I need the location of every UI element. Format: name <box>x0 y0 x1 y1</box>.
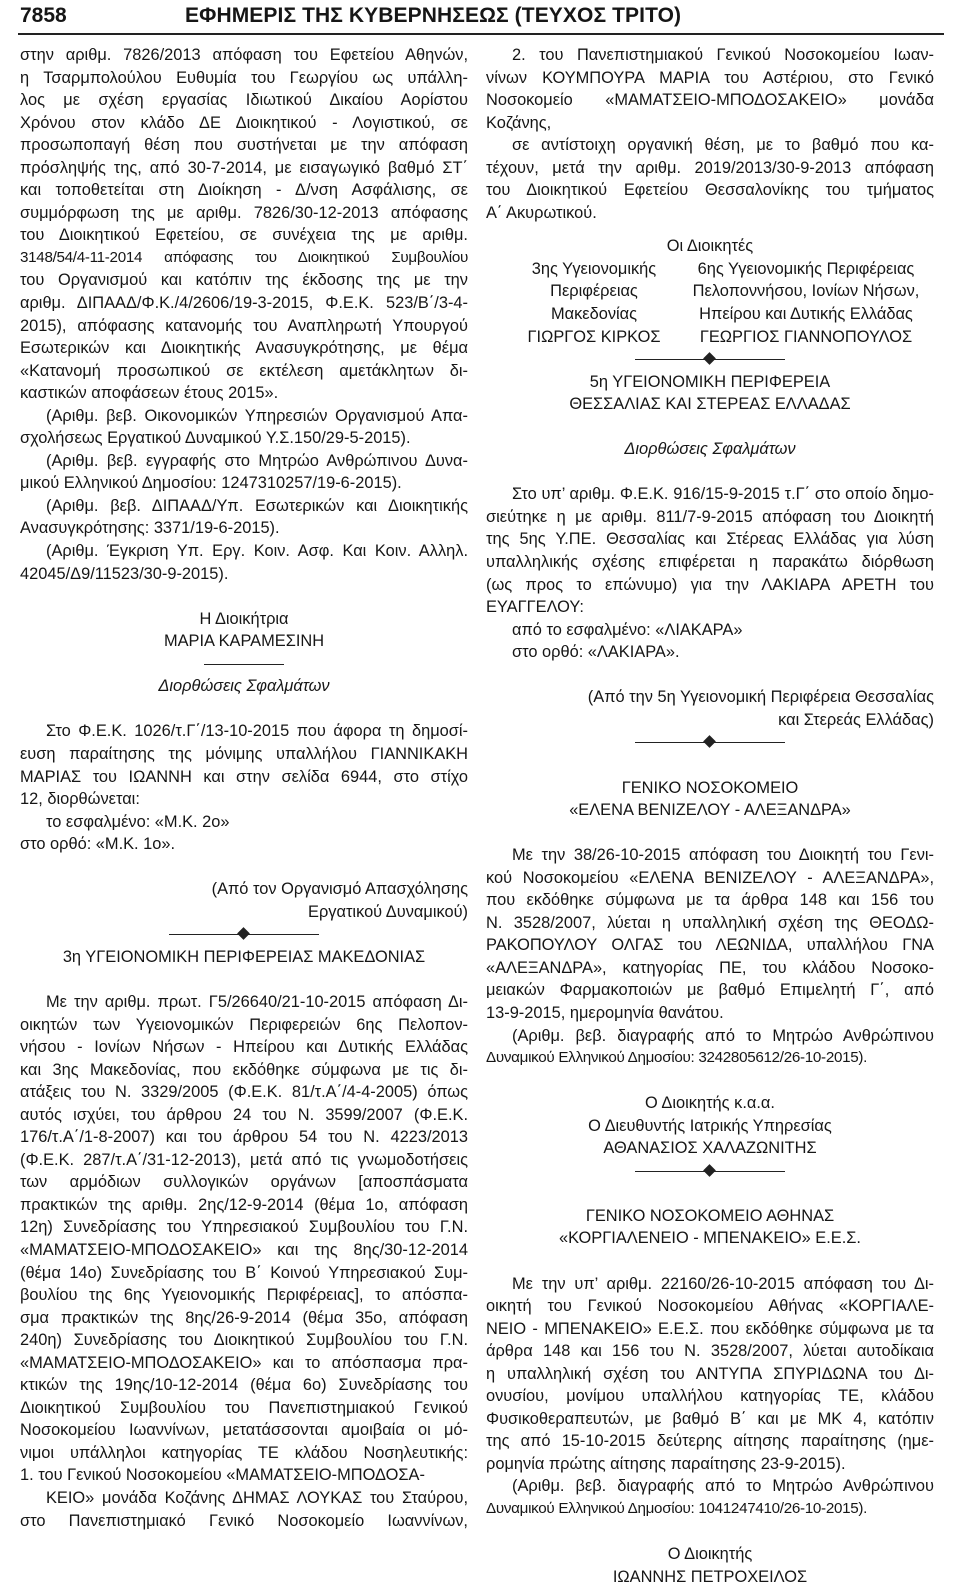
text-line: ρομηνία πρώτης αίτησης παραίτησης 23-9-2015). <box>486 1454 846 1473</box>
text-line: πρόσληψής της, από 30-7-2014, με εισαγωγικό βαθμό ΣΤ΄ <box>20 158 468 177</box>
text-line: τέχουν, μετά την αριθμ. 2019/2013/30-9-2013 απόφαση <box>486 158 934 177</box>
text-line: 13-9-2015, ημερομηνία θανάτου. <box>486 1003 724 1022</box>
text-line: Νοσοκομείο «ΜΑΜΑΤΣΕΙΟ-ΜΠΟΔΟΣΑΚΕΙΟ» μονάδα <box>486 91 934 110</box>
text-line: Χρόνου στον κλάδο ΔΕ Διοικητικού - Λογιστικού, σε <box>20 113 468 132</box>
spacer <box>20 968 468 991</box>
text-line: 42045/Δ9/11523/30-9-2015). <box>20 564 229 583</box>
signature-rule <box>20 653 468 676</box>
text-line: Ν. 3528/2007, λύεται η υπαλληλική σχέση της ΘΕΟΔΩ- <box>486 913 934 932</box>
text-line: Διορθώσεις Σφαλμάτων <box>158 677 330 696</box>
text-line: το εσφαλμένο: «Μ.Κ. 2ο» <box>46 812 230 831</box>
text-line: από το εσφαλμένο: «ΛΙΑΚΑΡΑ» <box>512 620 743 639</box>
text-line: ονυσίου, μονίμου υπαλλήλου κατηγορίας ΤΕ, κλάδου <box>486 1387 934 1406</box>
text-line: 2. του Πανεπιστημιακού Γενικού Νοσοκομείου Ιωαν- <box>512 46 934 64</box>
text-line: Διορθώσεις Σφαλμάτων <box>624 440 796 459</box>
text-line: η υπαλληλική σχέση του ΑΝΤΥΠΑ ΣΠΥΡΙΔΩΝΑ του Δι- <box>486 1364 934 1383</box>
text-line: (Φ.Ε.Κ. 287/τ.Α΄/31-12-2013), μετά από τις γνωμοδοτήσεις <box>20 1150 468 1169</box>
spacer <box>486 1070 934 1093</box>
text-line: σιεύτηκε η με αριθμ. 811/7-9-2015 απόφαση του Διοικητή <box>486 507 934 526</box>
text-line: Διοικητικού Συμβουλίου του Πανεπιστημιακού Γενικού <box>20 1398 468 1417</box>
text-line: (Αριθμ. βεβ. ΔΙΠΑΑΔ/Υπ. Εσωτερικών και Διοικητικής <box>46 496 468 515</box>
text-line: λος με σχέση εργασίας Ιδιωτικού Δικαίου Αορίστου <box>20 91 468 110</box>
text-line: αριθμ. ΔΙΠΑΑΔ/Φ.Κ./4/2606/19-3-2015, Φ.Ε.Κ. 523/Β΄/3-4- <box>20 294 468 313</box>
header-rule <box>18 33 944 35</box>
text-line: σε αντίστοιχη οργανική θέση, με το βαθμό που κα- <box>512 136 934 155</box>
text-line: της από 15-10-2015 δεύτερης αίτησης παραίτησης (ημε- <box>486 1432 934 1451</box>
text-line: της 5ης Υ.ΠΕ. Θεσσαλίας και Στέρεας Ελλάδας για λύση <box>486 530 934 549</box>
text-line: Φυσικοθεραπευτών, με βαθμό Β΄ και με ΜΚ 4, κατόπιν <box>486 1409 934 1428</box>
text-line: ατάξεις του Ν. 3329/2005 (Φ.Ε.Κ. 81/τ.Α΄/4-4-2005) όπως <box>20 1083 468 1102</box>
text-line: 176/τ.Α΄/1-8-2007) και του άρθρου 54 του Ν. 4223/2013 <box>20 1128 468 1147</box>
spacer <box>486 1521 934 1544</box>
gazette-title: ΕΦΗΜΕΡΙΣ ΤΗΣ ΚΥΒΕΡΝΗΣΕΩΣ (ΤΕΥΧΟΣ ΤΡΙΤΟ) <box>185 4 682 27</box>
text-line: 3η ΥΓΕΙΟΝΟΜΙΚΗ ΠΕΡΙΦΕΡΕΙΑΣ ΜΑΚΕΔΟΝΙΑΣ <box>62 947 426 966</box>
spacer <box>20 698 468 721</box>
text-line: «ΕΛΕΝΑ ΒΕΝΙΖΕΛΟΥ - ΑΛΕΞΑΝΔΡΑ» <box>569 801 851 820</box>
text-line: κού Νοσοκομείου «ΕΛΕΝΑ ΒΕΝΙΖΕΛΟΥ - ΑΛΕΞΑΝΔΡΑ», <box>486 868 934 887</box>
text-line: ΚΕΙΟ» μονάδα Κοζάνης ΔΗΜΑΣ ΛΟΥΚΑΣ του Σταύρου, <box>46 1489 468 1507</box>
text-line: στο ορθό: «ΛΑΚΙΑΡΑ». <box>512 643 680 662</box>
text-line: (Αριθμ. Έγκριση Υπ. Εργ. Κοιν. Ασφ. Και Κοιν. Αλληλ. <box>46 542 468 561</box>
signatures-header: Οι Διοικητές <box>666 237 754 256</box>
spacer <box>486 1250 934 1273</box>
text-line: Η Διοικήτρια <box>199 609 289 628</box>
text-line: καστικών αποφάσεων έτους 2015». <box>20 384 279 403</box>
text-line: ΕΥΑΓΓΕΛΟΥ: <box>486 598 584 617</box>
text-line: Στο υπ’ αριθμ. Φ.Ε.Κ. 916/15-9-2015 τ.Γ΄ στο οποίο δημο- <box>512 485 934 504</box>
text-line: νιμοι υπάλληλοι κατηγορίας ΤΕ κλάδου Νοσηλευτικής: <box>20 1443 468 1462</box>
text-line: στο ορθό: «Μ.Κ. 1ο». <box>20 835 176 854</box>
text-line: βουλίου της 6ης Υγειονομικής Περιφέρειας], το απόσπα- <box>20 1286 468 1305</box>
text-line: μειακών Φαρμακοποιών με βαθμό Επιμελητή Γ΄, από <box>486 981 934 1000</box>
text-line: οικητών των Υγειονομικών Περιφερειών 6ης Πελοπον- <box>20 1015 468 1034</box>
signature-right-title-2: Πελοποννήσου, Ιονίων Νήσων, <box>692 282 920 301</box>
text-line: του Διοικητικού Εφετείου, σε συνέχεια της με αριθμ. <box>20 226 468 245</box>
text-line: Με την υπ’ αριθμ. 22160/26-10-2015 απόφαση του Δι- <box>512 1274 934 1293</box>
section-separator <box>486 348 934 371</box>
text-line: συμμόρφωση της με αριθμ. 7826/30-12-2013 απόφασης <box>20 203 468 222</box>
text-line: Ο Διοικητής κ.α.α. <box>645 1094 775 1113</box>
text-line: Με την αριθμ. πρωτ. Γ5/26640/21-10-2015 απόφαση Δι- <box>46 992 468 1011</box>
text-line: ΡΑΚΟΠΟΥΛΟΥ ΟΛΓΑΣ του ΛΕΩΝΙΔΑ, υπαλλήλου ΓΝΑ <box>486 936 934 955</box>
text-line: (Αριθμ. βεβ. διαγραφής από το Μητρώο Ανθρώπινου <box>512 1477 934 1496</box>
right-bottom-text <box>486 371 934 1588</box>
text-line: (Αριθμ. βεβ. διαγραφής από το Μητρώο Ανθρώπινου <box>512 1026 934 1045</box>
text-line: ΜΑΡΙΑΣ του ΙΩΑΝΝΗ και στην σελίδα 6944, στο στίχο <box>20 767 468 786</box>
text-line: του Διοικητικού Εφετείου Θεσσαλονίκης του τμήματος <box>486 181 934 200</box>
text-line: Ο Διοικητής <box>667 1545 753 1564</box>
text-line: «ΜΑΜΑΤΣΕΙΟ-ΜΠΟΔΟΣΑΚΕΙΟ» και το απόσπασμα πρα- <box>20 1353 468 1372</box>
page-number: 7858 <box>20 4 67 27</box>
spacer <box>20 585 468 608</box>
text-line: ΓΕΝΙΚΟ ΝΟΣΟΚΟΜΕΙΟ ΑΘΗΝΑΣ <box>585 1206 835 1225</box>
text-line: 1. του Γενικού Νοσοκομείου «ΜΑΜΑΤΣΕΙΟ-ΜΠΟΔΟΣΑ- <box>20 1466 425 1485</box>
text-line: που εκδόθηκε σύμφωνα με τα άρθρα 148 και 156 του <box>486 891 934 910</box>
text-line: Ο Διευθυντής Ιατρικής Υπηρεσίας <box>588 1116 832 1135</box>
text-line: 2015), απόφασης κατανομής του Αναπληρωτή Υπουργού <box>20 316 468 335</box>
text-line: Εσωτερικών και Διοικητικής Ανασυγκρότησης, με θέμα <box>20 339 468 358</box>
text-line: (θέμα 14ο) Συνεδρίασης του Β΄ Κοινού Υπηρεσιακού Συμ- <box>20 1263 468 1282</box>
text-line: Με την 38/26-10-2015 απόφαση του Διοικητή του Γενι- <box>512 846 934 865</box>
text-line: (Από την 5η Υγειονομική Περιφέρεια Θεσσαλίας <box>587 688 934 707</box>
text-line: Εργατικού Δυναμικού) <box>308 902 468 921</box>
signature-right-title-3: Ηπείρου και Δυτικής Ελλάδας <box>699 305 913 324</box>
signature-left-name: ΓΙΩΡΓΟΣ ΚΙΡΚΟΣ <box>527 327 661 346</box>
text-line: των αρμόδιων συλλογικών οργάνων [αποσπάσματα <box>20 1173 468 1192</box>
page-header <box>0 0 960 36</box>
section-separator <box>486 1160 934 1183</box>
signature-block <box>486 258 934 348</box>
text-line: στο Πανεπιστημιακό Γενικό Νοσοκομείο Ιωαννίνων, <box>20 1511 468 1530</box>
text-line: νίνων ΚΟΥΜΠΟΥΡΑ ΜΑΡΙΑ του Αστέριου, στο Γενικό <box>486 68 934 87</box>
text-line: σμα πρακτικών της 8ης/26-9-2014 (θέμα 35ο, απόφαση <box>20 1308 468 1327</box>
text-line: και 3ης Μακεδονίας, που εκδόθηκε σύμφωνα με τις δι- <box>20 1060 468 1079</box>
section-separator <box>20 923 468 946</box>
text-line: αυτός ισχύει, του άρθρου 24 του Ν. 3599/2007 (Φ.Ε.Κ. <box>20 1105 468 1124</box>
spacer <box>486 822 934 845</box>
signature-right-title-1: 6ης Υγειονομικής Περιφέρειας <box>697 259 915 278</box>
text-line: (Αριθμ. βεβ. Οικονομικών Υπηρεσιών Οργανισμού Απα- <box>46 406 468 425</box>
text-line: ευση παραίτησης της μόνιμης υπαλλήλου ΓΙΑΝΝΙΚΑΚΗ <box>20 744 468 763</box>
text-line: ΙΩΑΝΝΗΣ ΠΕΤΡΟΧΕΙΛΟΣ <box>612 1567 808 1586</box>
left-column <box>20 44 468 1532</box>
signature-left-title-1: 3ης Υγειονομικής <box>531 259 657 278</box>
section-separator <box>486 731 934 754</box>
text-line: προσωποπαγή θέση που συστήνεται με την απόφαση <box>20 136 468 155</box>
signature-left-title-3: Μακεδονίας <box>550 305 638 324</box>
text-line: ΝΕΙΟ - ΜΠΕΝΑΚΕΙΟ» Ε.Ε.Σ. που εκδόθηκε σύμφωνα με τα <box>486 1319 934 1338</box>
text-line: ΜΑΡΙΑ ΚΑΡΑΜΕΣΙΝΗ <box>163 632 325 651</box>
text-line: Α΄ Ακυρωτικού. <box>486 203 597 222</box>
text-line: (Αριθμ. βεβ. εγγραφής στο Μητρώο Ανθρώπινου Δυνα- <box>46 451 468 470</box>
text-line: 12, διορθώνεται: <box>20 790 140 809</box>
text-line: η Τσαρμπολούλου Ευθυμία του Γεωργίου ως υπάλλη- <box>20 68 468 87</box>
text-line: και Στερεάς Ελλάδας) <box>778 710 934 729</box>
text-line: Στο Φ.Ε.Κ. 1026/τ.Γ΄/13-10-2015 που άφορα τη δημοσί- <box>46 722 468 741</box>
text-line: Δυναμικού Ελληνικού Δημοσίου: 1041247410/26-10-2015). <box>486 1500 868 1517</box>
text-line: ΓΕΝΙΚΟ ΝΟΣΟΚΟΜΕΙΟ <box>621 778 799 797</box>
text-line: ΘΕΣΣΑΛΙΑΣ ΚΑΙ ΣΤΕΡΕΑΣ ΕΛΛΑΔΑΣ <box>569 395 851 414</box>
text-line: «ΜΑΜΑΤΣΕΙΟ-ΜΠΟΔΟΣΑΚΕΙΟ» και της 8ης/30-12-2014 <box>20 1240 468 1259</box>
text-line: κτικών της 19ης/10-12-2014 (θέμα 6ο) Συνεδρίασης του <box>20 1376 468 1395</box>
text-line: Δυναμικού Ελληνικού Δημοσίου: 3242805612/26-10-2015). <box>486 1049 868 1067</box>
text-line: (ως προς το επώνυμο) για την ΛΑΚΙΑΡΑ ΑΡΕΤΗ του <box>486 575 934 594</box>
text-line: του Οργανισμού και κατόπιν της έκδοσης της με την <box>20 271 468 290</box>
text-line: (Από τον Οργανισμό Απασχόλησης <box>211 880 468 899</box>
text-line: στην αριθμ. 7826/2013 απόφαση του Εφετείου Αθηνών, <box>20 46 468 64</box>
text-line: «Κατανομή προσωπικού σε εκτέλεση αμετάκλητων δι- <box>20 361 468 380</box>
spacer <box>486 664 934 687</box>
text-line: άρθρα 148 και 156 του Ν. 3528/2007, λύεται αυτοδίκαια <box>486 1342 934 1361</box>
spacer <box>486 224 934 235</box>
right-top-text <box>486 44 934 224</box>
spacer <box>486 461 934 484</box>
text-line: 5η ΥΓΕΙΟΝΟΜΙΚΗ ΠΕΡΙΦΕΡΕΙΑ <box>589 372 831 391</box>
text-line: «ΑΛΕΞΑΝΔΡΑ», κατηγορίας ΠΕ, του κλάδου Νοσοκο- <box>486 958 934 977</box>
text-line: Κοζάνης, <box>486 113 552 132</box>
text-line: υπαλληλικής σχέσης επιφέρεται η παρακάτω διόρθωση <box>486 553 934 572</box>
text-line: Ανασυγκρότησης: 3371/19-6-2015). <box>20 519 280 538</box>
text-line: Νοσοκομείου Ιωαννίνων, μετατάσσονται αμοιβαία οι μό- <box>20 1421 468 1440</box>
text-line: «ΚΟΡΓΙΑΛΕΝΕΙΟ - ΜΠΕΝΑΚΕΙΟ» Ε.Ε.Σ. <box>559 1229 861 1248</box>
signature-left-title-2: Περιφέρειας <box>550 282 638 301</box>
text-line: και τοποθετείται στη Διοίκηση - Δ/νση Ασφάλισης, σε <box>20 181 468 200</box>
text-line: οικητή του Γενικού Νοσοκομείου Αθήνας «ΚΟΡΓΙΑΛΕ- <box>486 1297 934 1316</box>
spacer <box>486 416 934 439</box>
spacer <box>486 754 934 777</box>
text-line: ΑΘΑΝΑΣΙΟΣ ΧΑΛΑΖΩΝΙΤΗΣ <box>603 1139 817 1158</box>
text-line: πρακτικών της αριθμ. 2ης/12-9-2014 (θέμα 1ο, απόφαση <box>20 1195 468 1214</box>
signature-right-name: ΓΕΩΡΓΙΟΣ ΓΙΑΝΝΟΠΟΥΛΟΣ <box>699 327 913 346</box>
text-line: 12η) Συνεδρίασης του Υπηρεσιακού Συμβουλίου του Γ.Ν. <box>20 1218 468 1237</box>
text-line: μικού Ελληνικού Δημοσίου: 1247310257/19-6-2015). <box>20 474 402 493</box>
text-line: σχολήσεως Εργατικού Δυναμικού Υ.Σ.150/29-5-2015). <box>20 429 411 448</box>
spacer <box>20 856 468 879</box>
text-line: 240η) Συνεδρίασης του Διοικητικού Συμβουλίου του Γ.Ν. <box>20 1331 468 1350</box>
spacer <box>486 1182 934 1205</box>
right-column <box>486 44 934 1588</box>
text-line: νήσου - Ιονίων Νήσων - Ηπείρου και Δυτικής Ελλάδας <box>20 1038 468 1057</box>
text-line: 3148/54/4-11-2014 απόφασης του Διοικητικού Συμβουλίου <box>20 248 468 266</box>
